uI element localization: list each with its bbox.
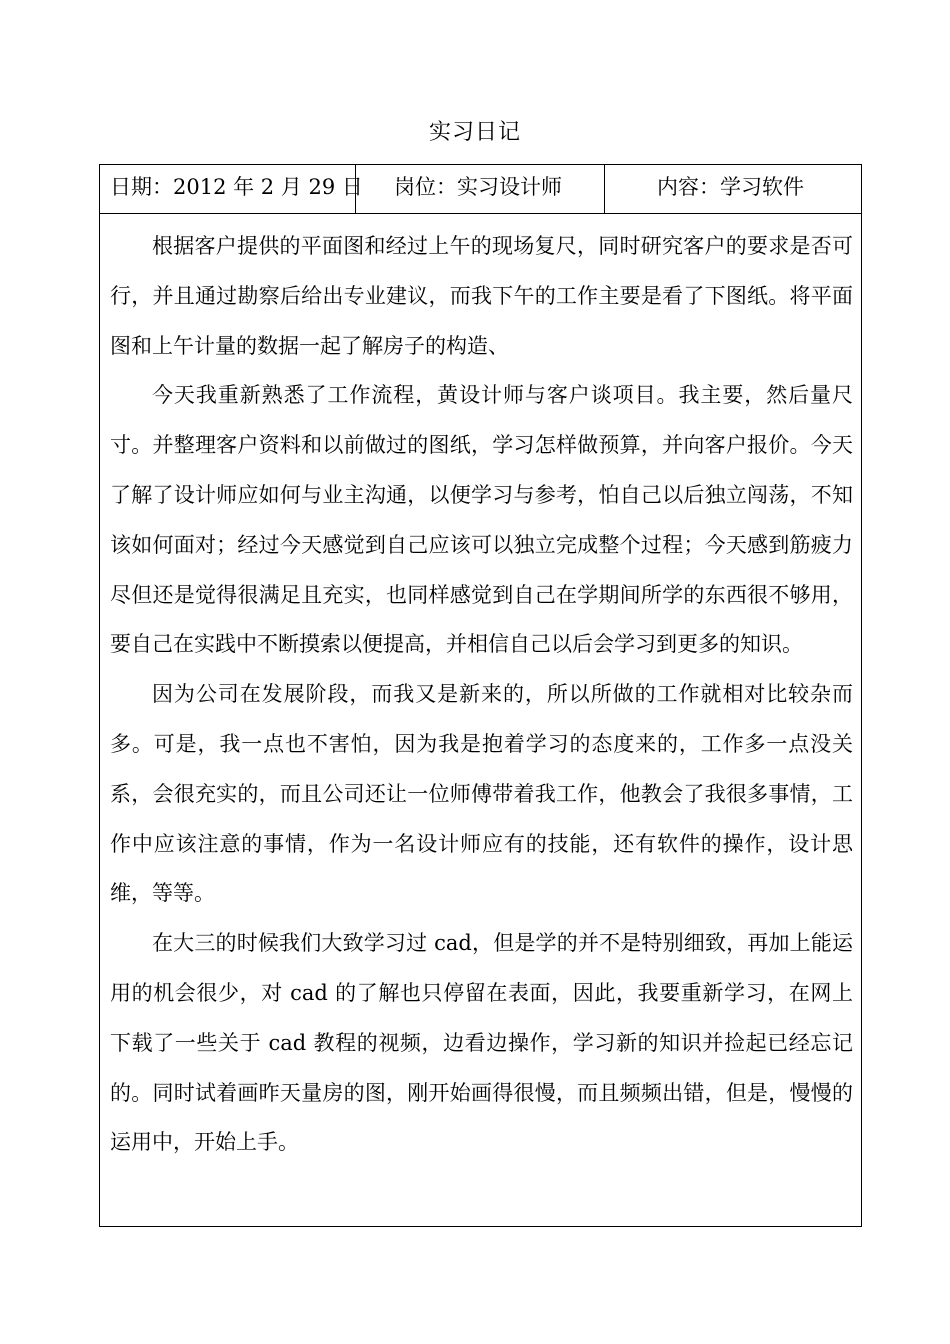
page-title: 实习日记: [428, 120, 521, 145]
content-cell: 内容：学习软件: [657, 175, 804, 199]
diary-table: [99, 164, 862, 1227]
post-cell: 岗位：实习设计师: [356, 165, 605, 213]
diary-body: [100, 214, 861, 1168]
diary-paragraph: 在大三的时候我们大致学习过 cad，但是学的并不是特别细致，再加上能运用的机会很少，对 cad 的了解也只停留在表面，因此，我要重新学习，在网上下载了一些关于 cad 教程的视频，边看边操作，学习新的知识并捡起已经忘记的。同时试着画昨天量房的图，刚开始画得很慢，而且频频出错，但是，慢慢的运用中，开始上手。: [110, 931, 853, 1155]
diary-paragraph: 根据客户提供的平面图和经过上午的现场复尺，同时研究客户的要求是否可行，并且通过勘察后给出专业建议，而我下午的工作主要是看了下图纸。将平面图和上午计量的数据一起了解房子的构造、: [110, 234, 853, 358]
diary-paragraph: 今天我重新熟悉了工作流程，黄设计师与客户谈项目。我主要，然后量尺寸。并整理客户资料和以前做过的图纸，学习怎样做预算，并向客户报价。今天了解了设计师应如何与业主沟通，以便学习与参考，怕自己以后独立闯荡，不知该如何面对；经过今天感觉到自己应该可以独立完成整个过程；今天感到筋疲力尽但还是觉得很满足且充实，也同样感觉到自己在学期间所学的东西很不够用，要自己在实践中不断摸索以便提高，并相信自己以后会学习到更多的知识。: [110, 383, 853, 657]
diary-paragraph: 因为公司在发展阶段，而我又是新来的，所以所做的工作就相对比较杂而多。可是，我一点也不害怕，因为我是抱着学习的态度来的，工作多一点没关系，会很充实的，而且公司还让一位师傅带着我工作，他教会了我很多事情，工作中应该注意的事情，作为一名设计师应有的技能，还有软件的操作，设计思维，等等。: [110, 682, 853, 906]
diary-header-row: [100, 165, 861, 214]
date-cell: 日期：2012 年 2 月 29 日: [100, 165, 356, 213]
